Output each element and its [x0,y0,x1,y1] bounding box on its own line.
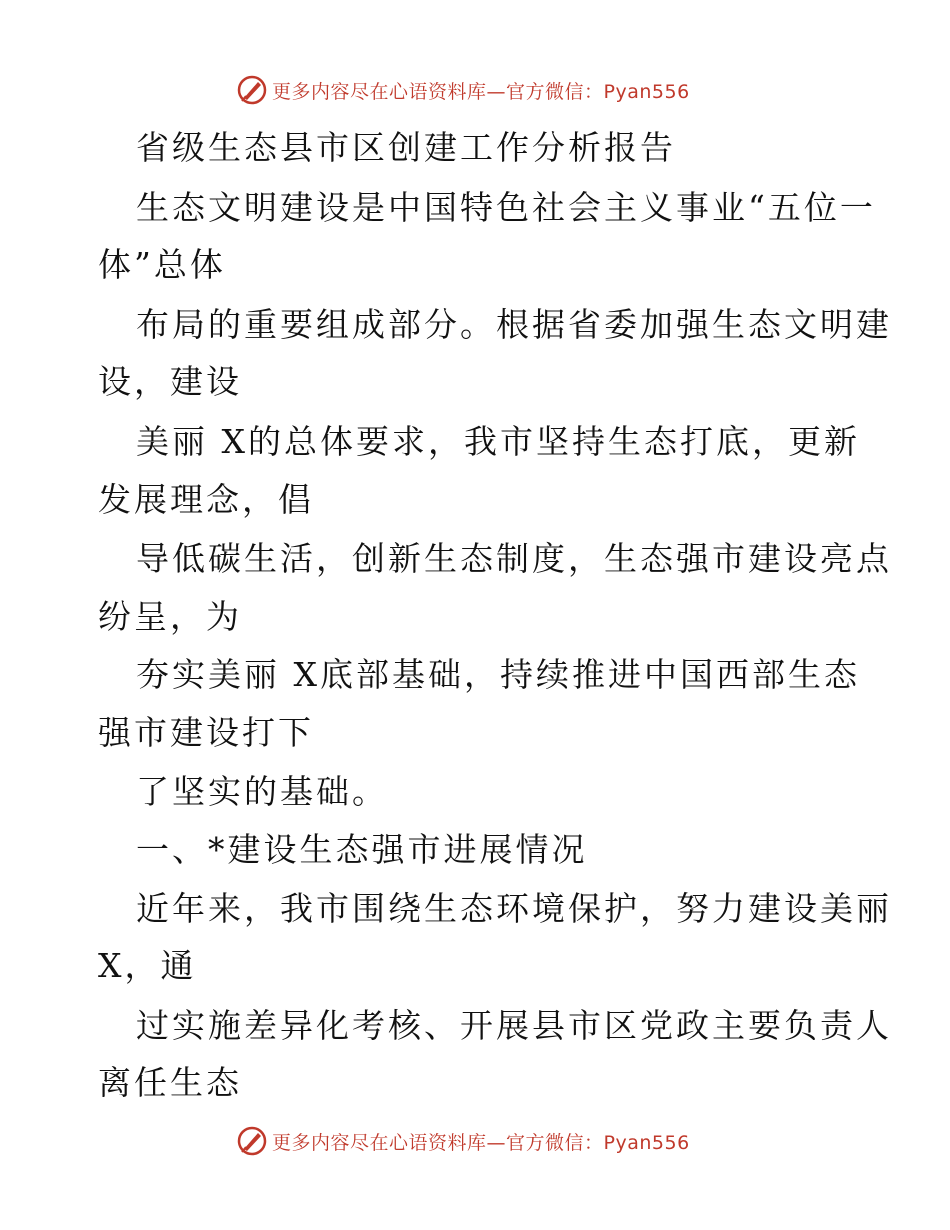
paragraph-line: 体”总体 [98,245,226,284]
paragraph-line: 强市建设打下 [98,713,314,752]
footer-watermark [236,1124,690,1158]
paragraph-line: 发展理念，倡 [98,480,314,519]
paragraph-line: 过实施差异化考核、开展县市区党政主要负责人 [136,1006,892,1045]
paragraph-line: 了坚实的基础。 [136,772,388,811]
paragraph-line: 美丽 X的总体要求，我市坚持生态打底，更新 [136,422,860,461]
paragraph-line: 生态文明建设是中国特色社会主义事业“五位一 [136,188,876,227]
paragraph-line: X，通 [98,946,197,985]
document-title: 省级生态县市区创建工作分析报告 [136,128,676,167]
footer-watermark-text: 更多内容尽在心语资料库—官方微信：Pyan556 [272,1131,690,1154]
section-heading: 一、*建设生态强市进展情况 [136,830,588,869]
header-watermark [236,73,690,107]
quill-pen-logo-icon [236,74,268,106]
quill-pen-logo-icon [236,1125,268,1157]
paragraph-line: 离任生态 [98,1063,242,1102]
header-watermark-text: 更多内容尽在心语资料库—官方微信：Pyan556 [272,80,690,103]
paragraph-line: 夯实美丽 X底部基础，持续推进中国西部生态 [136,655,860,694]
paragraph-line: 布局的重要组成部分。根据省委加强生态文明建 [136,305,892,344]
paragraph-line: 导低碳生活，创新生态制度，生态强市建设亮点 [136,539,892,578]
paragraph-line: 纷呈，为 [98,597,242,636]
paragraph-line: 近年来，我市围绕生态环境保护，努力建设美丽 [136,889,892,928]
paragraph-line: 设，建设 [98,362,242,401]
